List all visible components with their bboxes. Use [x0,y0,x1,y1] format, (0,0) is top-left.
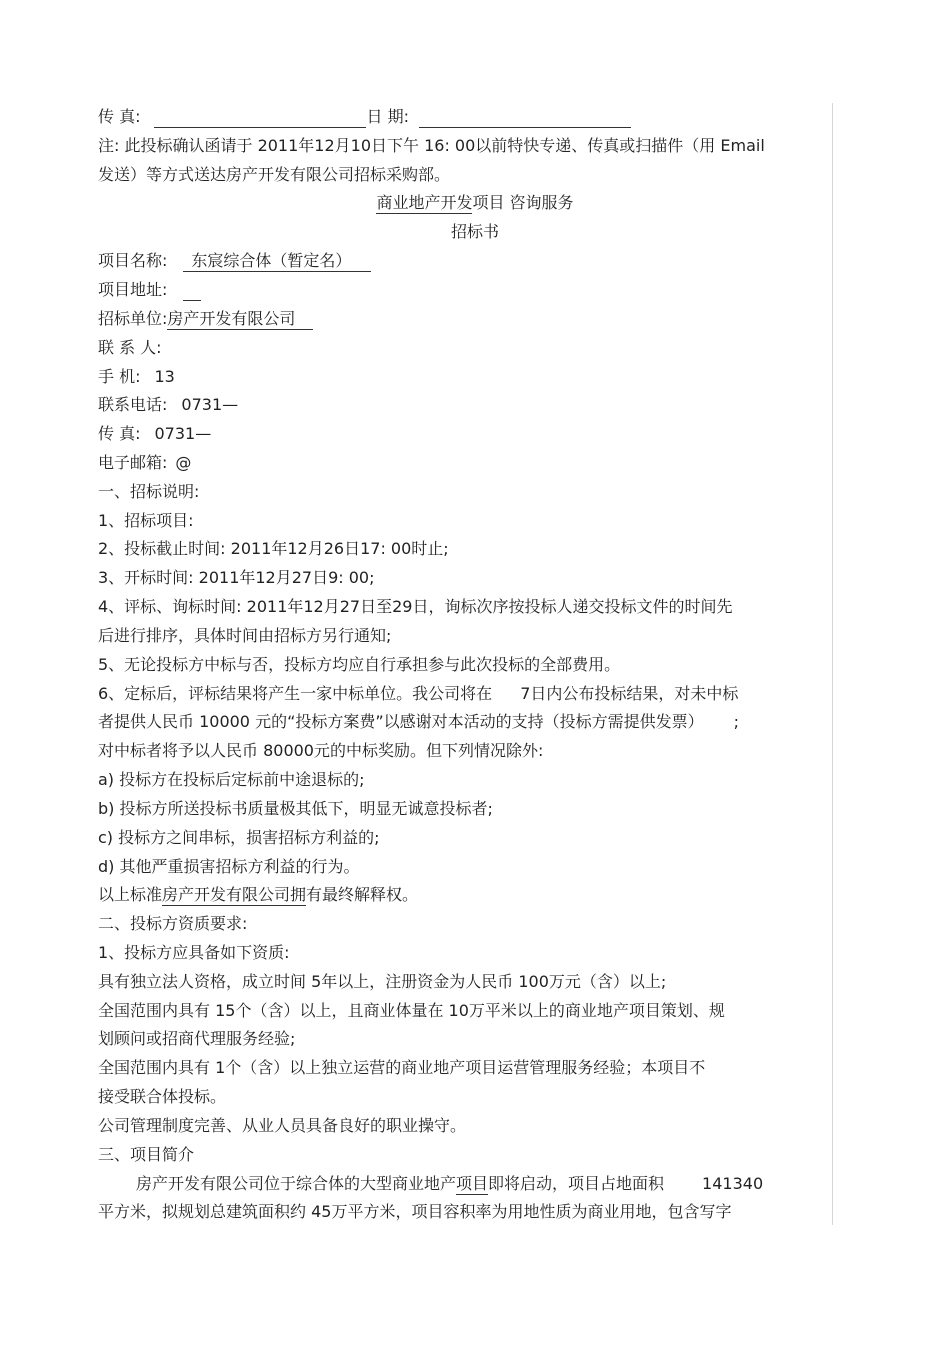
project-name-value: 东宸综合体（暂定名） [183,251,371,272]
title-service: 项目 咨询服务 [472,193,574,212]
bidder-line [98,308,313,330]
contact-line: 联 系 人: [98,338,162,357]
item-6-part-1: 6、定标后，评标结果将产生一家中标单位。我公司将在 [98,684,493,703]
document-title-line-1 [0,192,950,214]
email-label: 电子邮箱: [98,453,168,472]
item-6-part-2: 7日内公布投标结果，对未中标 [520,684,739,703]
email-line [98,452,191,474]
section-2-item-4-line-1: 全国范围内具有 1个（含）以上独立运营的商业地产项目运营管理服务经验；本项目不 [98,1058,706,1077]
section-2-item-3-line-2: 划顾问或招商代理服务经验; [98,1029,296,1048]
section-1-item-6-line-2 [98,711,739,733]
section-1-item-2: 2、投标截止时间: 2011年12月26日17: 00时止; [98,539,449,558]
section-3-para-line-2: 平方米，拟规划总建筑面积约 45万平方米，项目容积率为用地性质为商业用地，包含写字 [98,1202,732,1221]
page-margin-line [832,103,833,1225]
interpretation-part-1: 以上标准 [98,885,163,904]
section-2-item-1: 1、投标方应具备如下资质: [98,943,290,962]
section-1-item-5: 5、无论投标方中标与否，投标方均应自行承担参与此次投标的全部费用。 [98,655,621,674]
exception-b: b) 投标方所送投标书质量极其低下，明显无诚意投标者; [98,799,493,818]
phone-line [98,394,238,416]
info-fax-label: 传 真: [98,424,141,443]
mobile-value: 13 [154,367,175,386]
section-1-item-3: 3、开标时间: 2011年12月27日9: 00; [98,568,375,587]
intro-part-1: 房产开发有限公司位于综合体的大型商业地产 [136,1174,457,1193]
intro-part-3: 即将启动，项目占地面积 [488,1174,665,1193]
bidder-value: 房产开发有限公司 [167,309,313,330]
mobile-label: 手 机: [98,367,141,386]
fax-label: 传 真: [98,107,141,126]
interpretation-part-3: 有最终解释权。 [306,885,419,904]
section-1-item-1: 1、招标项目: [98,511,194,530]
mobile-line [98,366,175,388]
phone-label: 联系电话: [98,395,168,414]
info-fax-line [98,423,211,445]
section-1-item-4-line-2: 后进行排序，具体时间由招标方另行通知; [98,626,392,645]
exception-d: d) 其他严重损害招标方利益的行为。 [98,857,360,876]
item-6-semicolon: ; [733,712,740,731]
project-address-blank [183,281,201,301]
section-3-heading: 三、项目简介 [98,1145,195,1164]
item-6-part-3: 者提供人民币 10000 元的“投标方案费”以感谢对本活动的支持（投标方需提供发票） [98,712,704,731]
fax-date-line [98,106,631,128]
section-2-item-2: 具有独立法人资格，成立时间 5年以上，注册资金为人民币 100万元（含）以上; [98,972,667,991]
project-address-line [98,279,201,301]
project-name-line [98,250,371,272]
email-value: @ [175,453,192,472]
document-title-line-2: 招标书 [450,222,499,241]
project-name-label: 项目名称: [98,251,168,270]
date-blank [419,108,631,128]
section-2-item-3-line-1: 全国范围内具有 15个（含）以上，且商业体量在 10万平米以上的商业地产项目策划、规 [98,1001,725,1020]
date-label: 日 期: [366,107,409,126]
bidder-label: 招标单位: [98,309,168,328]
section-1-item-4-line-1: 4、评标、询标时间: 2011年12月27日至29日，询标次序按投标人递交投标文件的时间先 [98,597,733,616]
title-project-type: 商业地产开发 [376,193,473,212]
section-2-item-5: 公司管理制度完善、从业人员具备良好的职业操守。 [98,1116,467,1135]
interpretation-company: 房产开发有限公司拥 [162,885,307,904]
section-1-heading: 一、招标说明: [98,482,200,501]
note-line-1: 注: 此投标确认函请于 2011年12月10日下午 16: 00以前特快专递、传真或扫描件（用 Email [98,136,765,155]
interpretation-line [98,884,418,906]
exception-a: a) 投标方在投标后定标前中途退标的; [98,770,365,789]
intro-project-word: 项目 [456,1174,489,1193]
section-2-item-4-line-2: 接受联合体投标。 [98,1087,227,1106]
exception-c: c) 投标方之间串标，损害招标方利益的; [98,828,380,847]
info-fax-value: 0731— [154,424,212,443]
section-3-para-line-1 [98,1173,763,1195]
project-address-label: 项目地址: [98,280,168,299]
phone-value: 0731— [181,395,239,414]
note-line-2: 发送）等方式送达房产开发有限公司招标采购部。 [98,165,451,184]
section-1-item-6-line-1 [98,683,738,705]
section-1-item-6-line-3: 对中标者将予以人民币 80000元的中标奖励。但下列情况除外: [98,741,544,760]
fax-blank [154,108,366,128]
section-2-heading: 二、投标方资质要求: [98,914,248,933]
intro-area-value: 141340 [702,1174,764,1193]
